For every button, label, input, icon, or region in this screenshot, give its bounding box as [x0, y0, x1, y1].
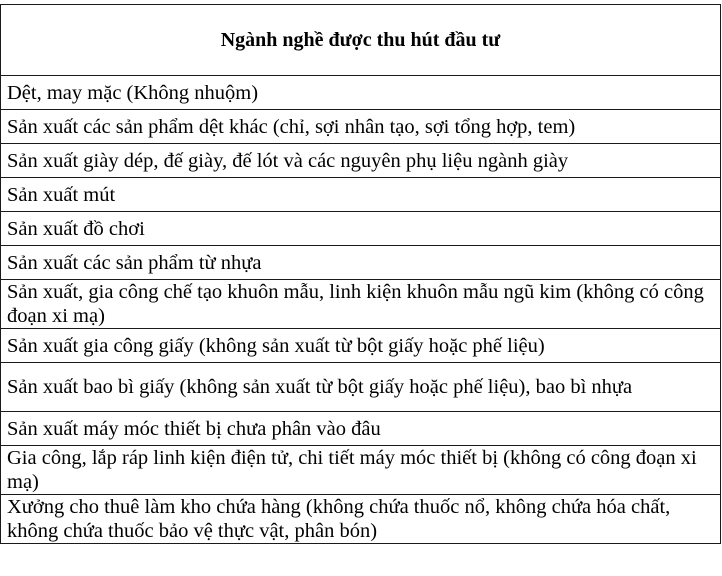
industry-cell: Sản xuất đồ chơi [1, 212, 721, 246]
table-row [1, 246, 721, 280]
table-row [1, 329, 721, 363]
industry-cell: Sản xuất gia công giấy (không sản xuất từ bột giấy hoặc phế liệu) [1, 329, 721, 363]
table-row [1, 495, 721, 544]
industry-cell: Sản xuất giày dép, đế giày, đế lót và các nguyên phụ liệu ngành giày [1, 144, 721, 178]
header-row [1, 5, 721, 76]
table-row [1, 144, 721, 178]
table-head [1, 5, 721, 76]
table-row [1, 76, 721, 110]
table-row [1, 110, 721, 144]
industries-table [0, 4, 721, 544]
industry-cell: Gia công, lắp ráp linh kiện điện tử, chi tiết máy móc thiết bị (không có công đoạn xi mạ) [1, 446, 721, 495]
industry-cell: Sản xuất bao bì giấy (không sản xuất từ bột giấy hoặc phế liệu), bao bì nhựa [1, 363, 721, 412]
table-row [1, 412, 721, 446]
table-row [1, 178, 721, 212]
industry-cell: Sản xuất các sản phẩm từ nhựa [1, 246, 721, 280]
column-header-industries: Ngành nghề được thu hút đầu tư [1, 5, 721, 76]
industry-cell: Sản xuất máy móc thiết bị chưa phân vào đâu [1, 412, 721, 446]
table-body [1, 76, 721, 544]
industry-cell: Sản xuất các sản phẩm dệt khác (chỉ, sợi nhân tạo, sợi tổng hợp, tem) [1, 110, 721, 144]
industry-cell: Sản xuất, gia công chế tạo khuôn mẫu, linh kiện khuôn mẫu ngũ kim (không có công đoạn xi mạ) [1, 280, 721, 329]
table-row [1, 363, 721, 412]
table-row [1, 280, 721, 329]
table-row [1, 446, 721, 495]
industry-cell: Dệt, may mặc (Không nhuộm) [1, 76, 721, 110]
industry-cell: Sản xuất mút [1, 178, 721, 212]
industry-cell: Xưởng cho thuê làm kho chứa hàng (không chứa thuốc nổ, không chứa hóa chất, không chứa thuốc bảo vệ thực vật, phân bón) [1, 495, 721, 544]
table-row [1, 212, 721, 246]
